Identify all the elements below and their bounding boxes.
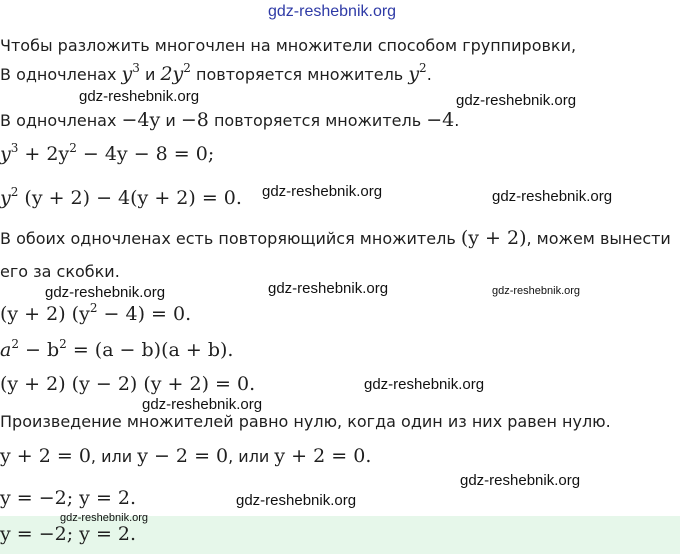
watermark: gdz-reshebnik.org xyxy=(460,472,581,489)
watermark: gdz-reshebnik.org xyxy=(268,280,389,297)
equation-3: (y + 2) $(y^2 - 4) = 0$. xyxy=(0,301,192,325)
monomials-4-line: В одночленах −4y и −8 повторяется множитель −4. xyxy=(0,109,460,131)
watermark: gdz-reshebnik.org xyxy=(142,396,263,413)
watermark: gdz-reshebnik.org xyxy=(456,92,577,109)
equation-5: (y + 2) (y − 2) (y + 2) = 0. xyxy=(0,373,256,395)
watermark: gdz-reshebnik.org xyxy=(79,88,200,105)
intro-text: Чтобы разложить многочлен на множители способом группировки, xyxy=(0,36,577,55)
equation-2: $y^2$ (y + 2) − 4(y + 2) = 0. xyxy=(0,185,242,209)
zero-product-line: Произведение множителей равно нулю, когда один из них равен нулю. xyxy=(0,412,611,431)
watermark: gdz-reshebnik.org xyxy=(492,188,613,205)
identity-formula: $a^2 - b^2 = (a - b)(a + b)$. xyxy=(0,337,234,361)
common-factor-line: В обоих одночленах есть повторяющийся множитель (y + 2), можем вынести xyxy=(0,227,671,249)
watermark: gdz-reshebnik.org xyxy=(262,183,383,200)
watermark: gdz-reshebnik.org xyxy=(364,376,485,393)
watermark: gdz-reshebnik.org xyxy=(492,285,581,297)
answer-text: y = −2; y = 2. xyxy=(0,523,137,545)
watermark: gdz-reshebnik.org xyxy=(60,512,149,524)
result-line: y = −2; y = 2. xyxy=(0,487,137,509)
common-factor-line-2: его за скобки. xyxy=(0,262,120,281)
watermark: gdz-reshebnik.org xyxy=(236,492,357,509)
cases-line: y + 2 = 0, или y − 2 = 0, или y + 2 = 0. xyxy=(0,445,372,467)
watermark: gdz-reshebnik.org xyxy=(45,284,166,301)
equation-1: $y^3 + 2y^2 - 4y - 8 = 0$; xyxy=(0,141,215,165)
monomials-y-line: В одночленах $y^3$ и $2y^2$ повторяется множитель $y^2$. xyxy=(0,61,432,85)
header-watermark: gdz-reshebnik.org xyxy=(268,3,397,20)
